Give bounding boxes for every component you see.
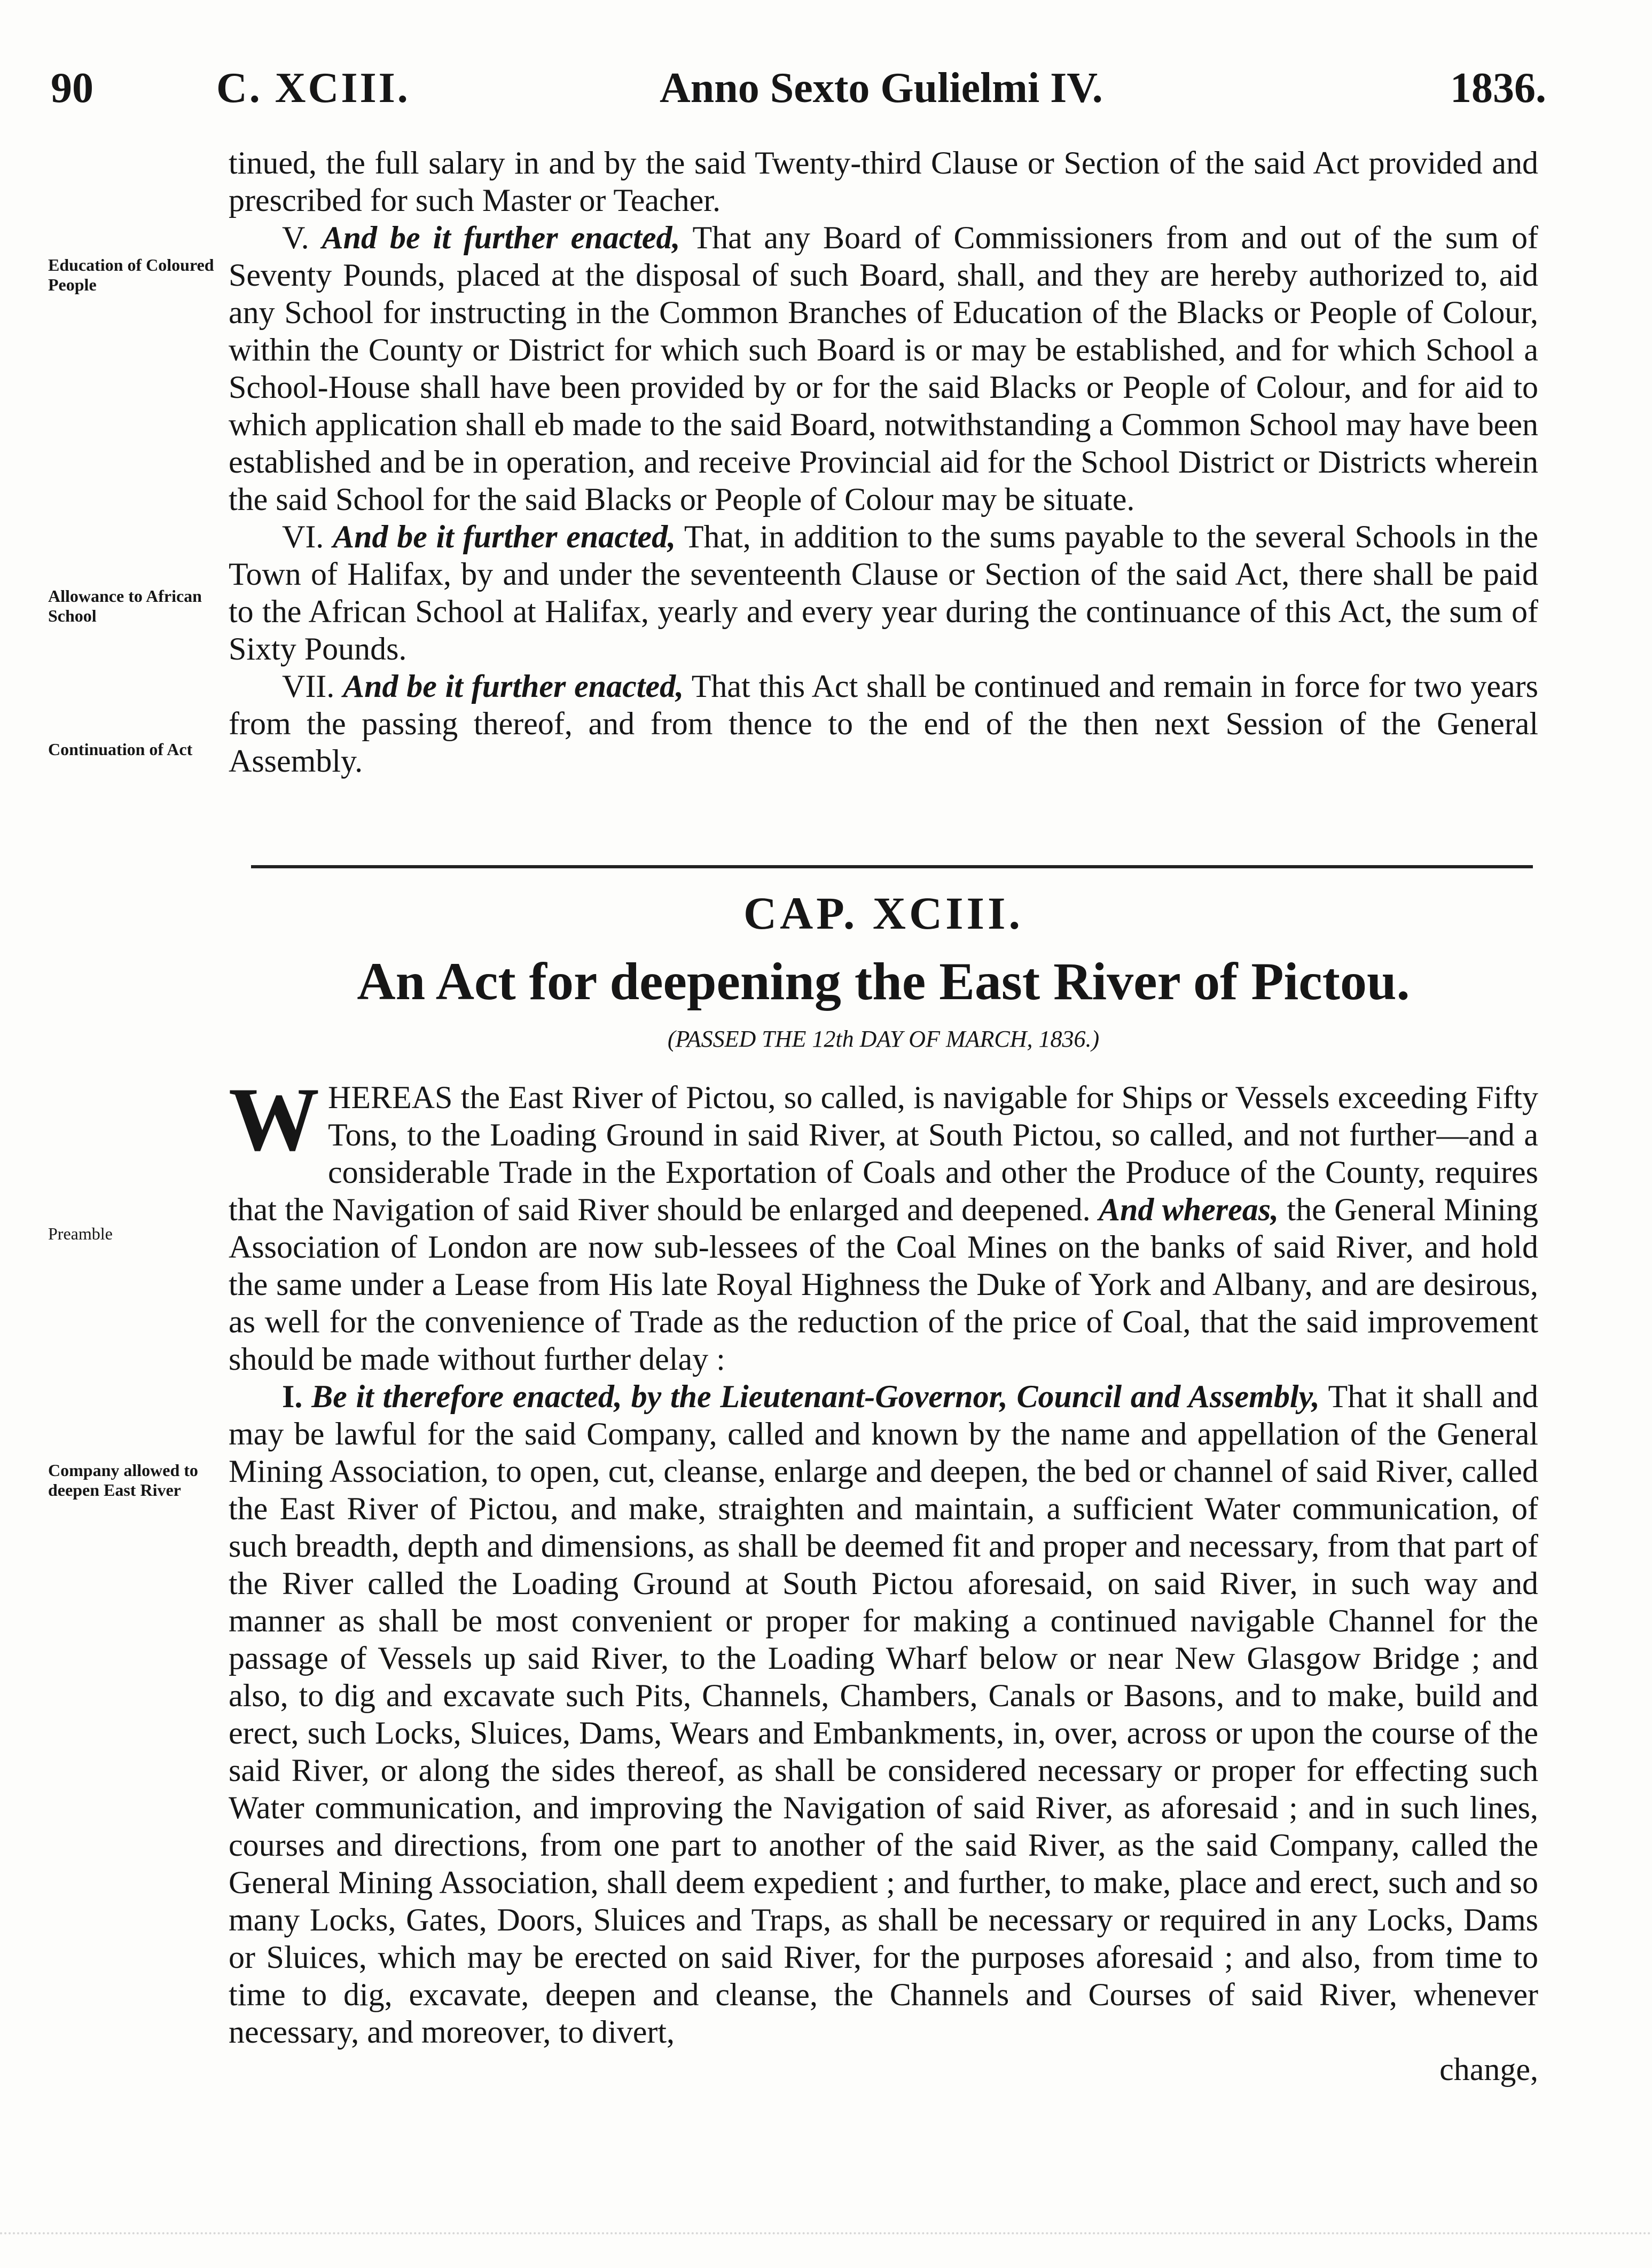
section-5-text: That any Board of Commissioners from and out of the sum of Seventy Pounds, placed at the disposal of such Board, shall, and they are hereby authorized to, aid any School for instructing in the Common Branches of Education of the Blacks or People of Colour, within the County or District for which such Board is or may be established, and for which School a School-House shall have been provided by or for the said Blacks or People of Colour, and for aid to which application shall eb made to the said Board, notwithstanding a Common School may have been established and be in operation, and receive Provincial aid for the School District or Districts wherein the said School for the said Blacks or People of Colour may be situate. [229,220,1539,517]
section-1-text: That it shall and may be lawful for the said Company, called and known by the name and appellation of the General Mining Association, to open, cut, cleanse, enlarge and deepen, the bed or channel of said River, called the East River of Pictou, and make, straighten and maintain, a sufficient Water communication, of such breadth, depth and dimensions, as shall be deemed fit and proper and necessary, from that part of the River called the Loading Ground at South Pictou aforesaid, on said River, in such way and manner as shall be most convenient or proper for making a continued navigable Channel for the passage of Vessels up said River, to the Loading Wharf below or near New Glasgow Bridge ; and also, to dig and excavate such Pits, Channels, Chambers, Canals or Basons, and to make, build and erect, such Locks, Sluices, Dams, Wears and Embankments, in, over, across or upon the course of the said River, or along the sides thereof, as shall be considered necessary or proper for effecting such Water communication, and improving the Navigation of said River, as aforesaid ; and in such lines, courses and directions, from one part to another of the said River, as the said Company, called the General Mining Association, shall deem expedient ; and further, to make, place and erect, such and so many Locks, Gates, Doors, Sluices and Traps, as shall be necessary or required in any Locks, Dams or Sluices, which may be erected on said River, for the purposes aforesaid ; and also, from time to time to dig, excavate, deepen and cleanse, the Channels and Courses of said River, whenever necessary, and moreover, to divert, [229,1379,1539,2050]
passed-date: (PASSED THE 12th DAY OF MARCH, 1836.) [667,1026,1100,1052]
running-title: Anno Sexto Gulielmi IV. [660,65,1103,112]
margin-note-continuation: Continuation of Act [48,740,193,759]
section-7-enacting: And be it further enacted, [343,669,684,704]
section-7-number: VII. [282,669,335,704]
margin-note-company: Company allowed to deepen East River [48,1461,198,1500]
preamble-text-b: the General Mining Association of London are now sub-lessees of the Coal Mines on the banks of said River, and hold the same under a Lease from His late Royal Highness the Duke of York and Albany, and are desirous, as well for the convenience of Trade as the reduction of the price of Coal, that the said improvement should be made without further delay : [229,1192,1538,1377]
preamble [229,1069,1538,1378]
section-6-number: VI. [282,519,324,554]
section-5-number: V. [282,220,309,255]
section-6-enacting: And be it further enacted, [333,519,676,554]
margin-note-education: Education of Coloured People [48,255,214,294]
page-header [51,64,1546,128]
section-6-text: That, in addition to the sums payable to the several Schools in the Town of Halifax, by and under the seventeenth Clause or Section of the said Act, there shall be paid to the African School at Halifax, yearly and every year during the continuance of this Act, the sum of Sixty Pounds. [229,519,1538,666]
section-7-text: That this Act shall be continued and remain in force for two years from the passing thereof, and from thence to the end of the then next Session of the General Assembly. [229,669,1538,779]
continued-paragraph: tinued, the full salary in and by the said Twenty-third Clause or Section of the said Act provided and prescribed for such Master or Teacher. [229,145,1538,218]
cap-heading: CAP. XCIII. [743,888,1023,939]
section-1-enacting: Be it therefore enacted, by the Lieutenant-Governor, Council and Assembly, [311,1379,1320,1414]
chapter-number: C. XCIII. [216,65,410,112]
act-body [229,1069,1539,2088]
preamble-text-a: HEREAS the East River of Pictou, so called, is navigable for Ships or Vessels exceeding Fifty Tons, to the Loading Ground in said River, at South Pictou, so called, and not further—and a considerable Trade in the Exportation of Coals and other the Produce of the County, requires that the Navigation of said River should be enlarged and deepened. [229,1080,1538,1227]
section-6 [229,518,1538,668]
section-5 [229,219,1538,518]
margin-note-allowance: Allowance to African School [48,586,202,625]
section-7 [229,668,1538,780]
page-number: 90 [51,65,93,112]
scan-noise [0,2232,1652,2256]
previous-act-sections [229,144,1538,780]
whereas-phrase: And whereas, [1098,1192,1279,1227]
catchword: change, [1439,2052,1538,2087]
section-1-number: I. [282,1379,303,1414]
header-year: 1836. [1450,65,1546,112]
margin-note-preamble: Preamble [48,1224,113,1243]
section-1 [229,1378,1538,2051]
act-title: An Act for deepening the East River of Pictou. [357,952,1410,1011]
drop-cap: W [229,1069,319,1170]
section-5-enacting: And be it further enacted, [322,220,680,255]
section-divider [251,865,1533,868]
